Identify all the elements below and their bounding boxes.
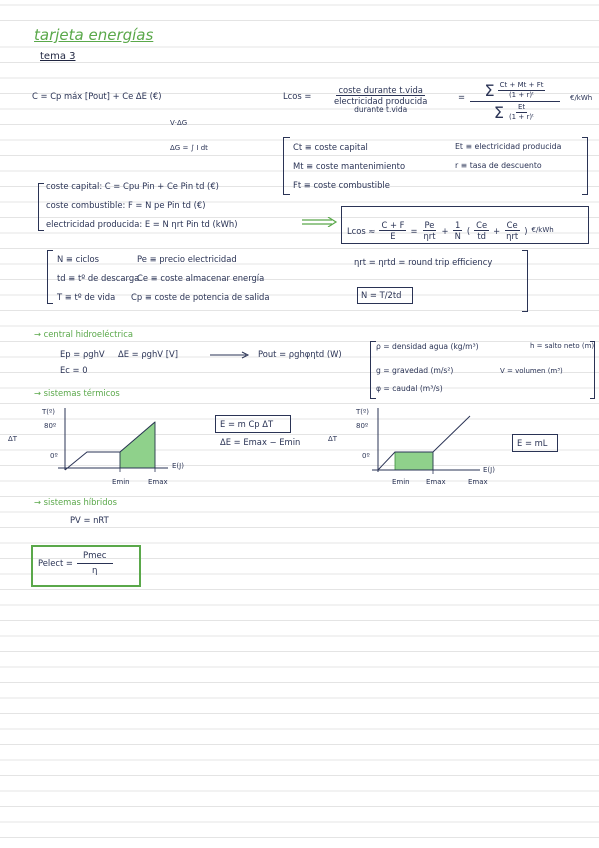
- chart1-delta-label: ΔT: [8, 435, 18, 443]
- capital-cost: coste capital: C = Cpu Pin + Ce Pin td (€): [46, 181, 219, 191]
- chart1-ylabel: T(º): [42, 408, 56, 416]
- chart1-shaded-area: [120, 422, 155, 468]
- hydro-ec: Ec = 0: [60, 365, 88, 375]
- integral-annotation: ΔG = ∫ I dt: [170, 144, 208, 152]
- double-arrow-icon: [302, 217, 338, 227]
- lcos-fraction: [332, 86, 429, 113]
- chart2-tick-top: 80º: [356, 422, 369, 430]
- chart2-ylabel: T(º): [356, 408, 370, 416]
- thermal-formula-3: E = mL: [517, 438, 548, 448]
- electricity-produced: electricidad producida: E = N ηrt Pin td (kWh): [46, 219, 238, 229]
- def-mt: Mt ≡ coste mantenimiento: [293, 161, 406, 171]
- final-den: η: [92, 565, 98, 576]
- def-r: r ≡ tasa de descuento: [455, 161, 542, 170]
- thermal-chart-sensible: [0, 400, 220, 495]
- n-formula: N = T/2td: [361, 290, 402, 300]
- hydro-h: h = salto neto (m): [530, 342, 595, 350]
- sum-num-den: (1 + r)ᵗ: [508, 91, 535, 99]
- chart2-xlabel: E(J): [483, 466, 495, 474]
- chart2-emin-label: Emin: [392, 478, 410, 486]
- page-subtitle: tema 3: [40, 51, 76, 62]
- lcos-numerator: coste durante t.vida: [338, 85, 423, 95]
- lcos-approx-formula: Lcos ≈ $\frac{C + F}{E}$ = $\frac{Pe}{\text{ηrt}}$ + $\frac{1}{N}$ ( $\frac{Ce}{td}$ + $\frac{Ce}{\text{ηrt}}$ ) €/kWh: [347, 220, 554, 242]
- hydro-phi: φ = caudal (m³/s): [376, 384, 443, 393]
- thermal-chart-latent: [320, 400, 510, 495]
- hybrid-formula: PV = nRT: [70, 515, 109, 525]
- def-ct: Ct ≡ coste capital: [293, 142, 368, 152]
- chart1-tick-top: 80º: [44, 422, 57, 430]
- chart2-emax2-label: Emax: [468, 478, 488, 486]
- lcos-approx-label: Lcos ≈: [347, 225, 376, 236]
- cost-group-bracket: [38, 183, 44, 231]
- hydro-delta-e: ΔE = ρghV [V]: [118, 349, 178, 359]
- arrow-right-icon: [210, 351, 250, 359]
- lcos-label: Lcos =: [283, 91, 312, 101]
- cost-equation: C = Cp máx [Pout] + Ce ΔE (€): [32, 91, 162, 101]
- sum-den-den: (1 + r)ᵗ: [508, 113, 535, 121]
- vars-right-bracket: [522, 250, 528, 312]
- sum-expression: Σ $\frac{Ct + Mt + Ft}{\text{(1 + r)ᵗ}}$ Σ $\frac{Et}{\text{(1 + r)ᵗ}}$: [470, 82, 560, 121]
- chart1-emin-label: Emin: [112, 478, 130, 486]
- vdelta-annotation: V·ΔG: [170, 119, 188, 127]
- def-et: Et ≡ electricidad producida: [455, 142, 562, 151]
- lcos-unit: €/kWh: [570, 94, 593, 102]
- lcos-denominator-2: durante t.vida: [354, 104, 408, 114]
- cp-def: Cp ≡ coste de potencia de salida: [131, 292, 270, 302]
- final-formula: [38, 552, 113, 575]
- hydro-heading: → central hidroeléctrica: [34, 329, 133, 339]
- t-def: T ≡ tº de vida: [57, 292, 116, 302]
- chart2-delta-label: ΔT: [328, 435, 338, 443]
- ce-def: Ce ≡ coste almacenar energía: [137, 273, 265, 283]
- hydro-pout: Pout = ρghφηtd (W): [258, 349, 342, 359]
- chart2-tick-bottom: 0º: [362, 452, 370, 460]
- defs-right-bracket: [582, 137, 588, 195]
- final-label: Pelect =: [38, 558, 73, 569]
- thermal-formula-2: ΔE = Emax − Emin: [220, 437, 301, 447]
- hydro-v: V = volumen (m³): [500, 367, 563, 375]
- chart2-emax-label: Emax: [426, 478, 446, 486]
- td-def: td ≡ tº de descarga: [57, 273, 140, 283]
- sum-num: Ct + Mt + Ft: [499, 81, 544, 89]
- notebook-page: tarjeta energías tema 3 C = Cp máx [Pout] + Ce ΔE (€) V·ΔG ΔG = ∫ I dt Lcos = coste durante t.vida electricidad producida durante t.vida = Σ $\frac{Ct + Mt + Ft}{\text{(1 + r)ᵗ}}$ Σ $\frac{Et}{\text{(1 + r)ᵗ}}$ €/kWh Ct ≡ coste capital Mt ≡ coste mantenimiento Ft ≡ coste combustible Et ≡ electricidad producida r ≡ tasa de descuento coste capital: C = Cpu Pin + Ce Pin td (€) coste combustible: F = N pe Pin td (€) electricidad producida: E = N ηrt Pin td (kWh) Lcos ≈ $\frac{C + F}{E}$ = $\frac{Pe}{\text{ηrt}}$ + $\frac{1}{N}$ ( $\frac{Ce}{td}$ + $\frac{Ce}{\text{ηrt}}$ ) €/kWh N ≡ ciclos Pe ≡ precio electricidad ηrt = ηrtd = round trip efficiency td ≡ tº de descarga Ce ≡ coste almacenar energía N = T/2td T ≡ tº de vida Cp ≡ coste de potencia de salida → central hidroeléctrica Ep = ρghV Ec = 0 ΔE = ρghV [V] Pout = ρghφηtd (W) ρ = densidad agua (kg/m³) h = salto neto (m) g = gravedad (m/s²) V = volumen (m³) φ = caudal (m³/s) → sistemas térmicos ΔT T(º) 80º 0º E(J) Emin Emax E = m Cp ΔT ΔE = Emax − Emin ΔT T(º) 80º 0º E(J) Emin Emax Emax E = mL → sistemas híbridos PV = nRT Pelect = $\frac{\text{Pmec}}{\eta}$: [0, 0, 599, 848]
- sum-den: Et: [517, 103, 526, 111]
- defs-left-bracket: [283, 137, 290, 195]
- vars-left-bracket: [47, 250, 53, 304]
- thermal-formula-1: E = m Cp ΔT: [220, 419, 274, 429]
- hybrid-heading: → sistemas híbridos: [34, 497, 118, 507]
- final-num: Pmec: [77, 552, 113, 564]
- n-def: N ≡ ciclos: [57, 254, 99, 264]
- page-title: tarjeta energías: [34, 26, 154, 44]
- chart1-xlabel: E(J): [172, 462, 184, 470]
- chart2-shaded-area: [395, 452, 433, 470]
- hydro-rho: ρ = densidad agua (kg/m³): [376, 342, 479, 351]
- chart1-emax-label: Emax: [148, 478, 168, 486]
- lcos-denominator-1: electricidad producida: [334, 96, 428, 107]
- eta-def: ηrt = ηrtd = round trip efficiency: [354, 257, 493, 267]
- fuel-cost: coste combustible: F = N pe Pin td (€): [46, 200, 206, 210]
- chart1-tick-bottom: 0º: [50, 452, 58, 460]
- thermal-heading: → sistemas térmicos: [34, 388, 120, 398]
- hydro-g: g = gravedad (m/s²): [376, 366, 454, 375]
- hydro-ep: Ep = ρghV: [60, 349, 105, 359]
- pe-def: Pe ≡ precio electricidad: [137, 254, 237, 264]
- def-ft: Ft ≡ coste combustible: [293, 180, 390, 190]
